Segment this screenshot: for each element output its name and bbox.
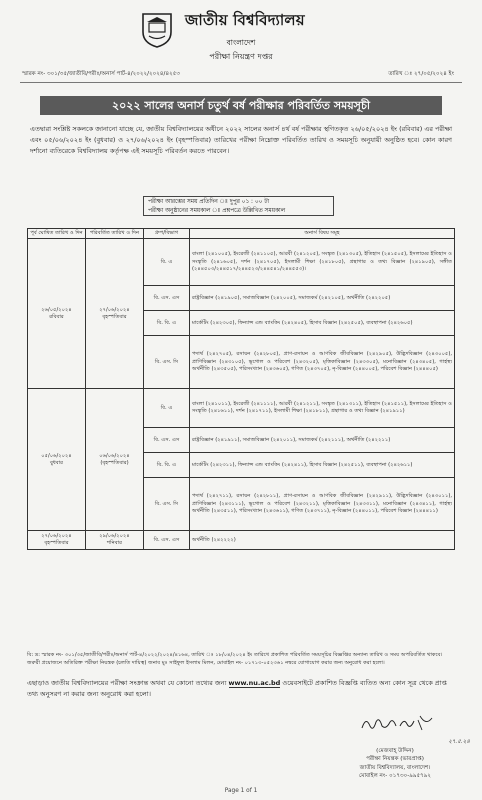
- office-name: পরীক্ষা নিয়ন্ত্রণ দপ্তর: [209, 52, 273, 61]
- website-notice-text-2: ওয়েবসাইটে প্রকাশিত বিজ্ঞপ্তি ব্যতিত অন্য কোন সূত্র থেকে প্রাপ্ত তথ্য অনুসরণ না করার জন্য অনুরোধ করা হলো।: [27, 679, 447, 698]
- signature-date: ২৭.৫.২৪: [448, 739, 470, 745]
- col-header-subjects: অনার্স বিষয় সমূহ: [190, 229, 455, 239]
- old-date: ২৬/০৫/২০২৪: [41, 306, 72, 313]
- subjects-cell: বাংলা (২৪১০১১), ইংরেজী (২৪১১১১), আরবী (২৪১২১১), সংস্কৃত (২৪১৩১১), ইতিহাস (২৪১৫১১), ইসলামের ইতিহাস ও সংস্কৃতি (২৪১৬১১), দর্শন (২৪১৭১১), ইসলামী শিক্ষা (২৪১৮১১), গ্রন্থাগার ও তথ্য বিজ্ঞান (২৪১৯১১): [190, 389, 455, 428]
- signatory-name: (মেজবাহ্ উদ্দিন): [376, 747, 414, 754]
- footnote: বি: দ্র: স্মারক নং- ৩০১/৩৫/জাতীবি/পরীঃ/অনার্স পার্ট-৪/২০২২/২০২৪/৪১৬৪, তারিখ ঃ ১৮/০৪/২০২৪ ইং তারিখে প্রকাশিত পরিবর্তিত সময়সূচির বিজ্ঞপ্তির অন্যান্য তারিখ ও সময় অপরিবর্তিত থাকবে। জরুরী প্রয়োজনে অতিরিক্ত পরীক্ষা নিয়ন্ত্রক (চলতি দায়িত্ব) জনাব মুঃ সাইফুল ইসলাম মিলন, মোবাইল নং- ০১৭১৩-০৫২৩৬১ নম্বরে যোগাযোগ করার জন্য অনুরোধ করা হলো।: [27, 652, 443, 666]
- notice-title: ২০২২ সালের অনার্স চতুর্থ বর্ষ পরীক্ষার পরিবর্তিত সময়সূচী: [40, 96, 442, 115]
- subjects-cell: পদার্থ (২৪২৭০৫), রসায়ন (২৪২৮০৫), প্রাণ-রসায়ন ও আণবিক জীববিজ্ঞান (২৪২৯০৫), উদ্ভিদবিজ্ঞান (২৪৩০০৫), প্রাণিবিজ্ঞান (২৪৩১০৫), ভূগোল ও পরিবেশ (২৪৩২০৫), মৃত্তিকাবিজ্ঞান (২৪৩৩০৫), মনোবিজ্ঞান (২৪৩৪০৫), গার্হস্থ্য অর্থনীতি (২৪৩৫০৫), পরিসংখ্যান (২৪৩৬০৫), গণিত (২৪৩৭০৫), নৃ-বিজ্ঞান (২৪৪০০৫), পরিবেশ বিজ্ঞান (২৪৪৪০৫): [190, 336, 455, 389]
- table-row: [28, 389, 455, 428]
- website-link[interactable]: www.nu.ac.bd: [228, 679, 281, 687]
- old-date-cell: [28, 239, 86, 389]
- old-date-cell: [28, 389, 86, 531]
- handwritten-signature: [360, 712, 440, 734]
- col-header-old-date: পূর্ব ঘোষিত তারিখ ও দিন: [28, 229, 86, 239]
- old-date: ০৫/০৬/২০২৪: [41, 452, 72, 459]
- col-header-new-date: পরিবর্তিত তারিখ ও দিন: [86, 229, 144, 239]
- signatory-phone: মোবাইল নং- ০১৭৩০-৯৯৫৭৯২: [358, 773, 432, 780]
- group-cell: বি. এস. এস: [144, 286, 190, 311]
- old-day: রবিবার: [49, 313, 64, 320]
- country-name: বাংলাদেশ: [226, 38, 256, 47]
- old-day: বুধবার: [49, 459, 64, 466]
- website-notice-text: এছাড়াও জাতীয় বিশ্ববিদ্যালয়ের পরীক্ষা সংক্রান্ত অথবা যে কোনো তথ্যের জন্য: [27, 679, 227, 687]
- table-row: [28, 531, 455, 550]
- group-cell: বি. বি. এ: [144, 453, 190, 478]
- signatory-org: জাতীয় বিশ্ববিদ্যালয়, বাংলাদেশ।: [359, 764, 431, 771]
- subjects-cell: রাষ্ট্রবিজ্ঞান (২৪১৯০৫), সমাজবিজ্ঞান (২৪২০০৫), সমাজকর্ম (২৪২১০৫), অর্থনীতি (২৪২২০৫): [190, 286, 455, 311]
- intro-paragraph: এতদ্বারা সংশ্লিষ্ট সকলকে জানানো যাচ্ছে যে, জাতীয় বিশ্ববিদ্যালয়ের অধীনে ২০২২ সালের অনার্স ৪র্থ বর্ষ পরীক্ষার স্থগিতকৃত ২৬/০৫/২০২৪ ইং (রবিবার) এর পরীক্ষা এবং ০৫/০৬/২০২৪ ইং (বুধবার) ও ২৭/০৬/২০২৪ ইং (বৃহস্পতিবার) তারিখের পরীক্ষা নিম্নোক্ত পরিবর্তিত তারিখ ও সময়সূচি অনুযায়ী অনুষ্ঠিত হবে। কোন কারণ দর্শানো ব্যতিরেকে বিশ্ববিদ্যালয় কর্তৃপক্ষ এই সময়সূচি পরিবর্তন করতে পারবেন।: [30, 125, 452, 155]
- header-divider: [20, 82, 462, 83]
- group-cell: বি. এস. সি: [144, 336, 190, 389]
- table-row: [28, 239, 455, 286]
- old-date-cell: [28, 531, 86, 550]
- issue-date: তারিখ ঃ ২৭/০৫/২০২৪ ইং: [388, 71, 454, 77]
- new-day: (বৃহস্পতিবার): [100, 459, 129, 466]
- page-footer: Page 1 of 1: [224, 788, 258, 794]
- group-cell: বি. এস. এস: [144, 531, 190, 550]
- new-date: ২৭/০৬/২০২৪: [99, 306, 130, 313]
- schedule-table: [27, 228, 455, 550]
- university-name: জাতীয় বিশ্ববিদ্যালয়: [185, 11, 305, 29]
- group-cell: বি. বি. এ: [144, 311, 190, 336]
- new-day: শনিবার: [107, 540, 122, 547]
- new-day: বৃহস্পতিবার: [102, 313, 127, 320]
- new-date-cell: [86, 239, 144, 389]
- subjects-cell: বাংলা (২৪১০০৫), ইংরেজী (২৪১১০৫), আরবী (২৪১২০৫), সংস্কৃত (২৪১৩০৫), ইতিহাস (২৪১৫০৫), ইসলামের ইতিহাস ও সংস্কৃতি (২৪১৬০৫), দর্শন (২৪১৭০৫), ইসলামী শিক্ষা (২৪১৮০৫), গ্রন্থাগার ও তথ্য বিজ্ঞান (২৪১৯০৫), সঙ্গীত (২৪৪৫০৩/২৪৪৫১৭/২৪৪৫২৩/২৪৪৫৪১/২৪৪৫৫৩)।: [190, 239, 455, 286]
- group-cell: বি. এস. সি: [144, 478, 190, 531]
- subjects-cell: পদার্থ (২৪২৭১১), রসায়ন (২৪২৮১১), প্রাণ-রসায়ন ও আণবিক জীববিজ্ঞান (২৪২৯১১), উদ্ভিদবিজ্ঞান (২৪৩০১১), প্রাণিবিজ্ঞান (২৪৩১১১), ভূগোল ও পরিবেশ (২৪৩২১১), মৃত্তিকাবিজ্ঞান (২৪৩৩১১), মনোবিজ্ঞান (২৪৩৪১১), গার্হস্থ্য অর্থনীতি (২৪৩৫১১), পরিসংখ্যান (২৪৩৬১১), গণিত (২৪৩৭১১), নৃ-বিজ্ঞান (২৪৪০১১), পরিবেশ বিজ্ঞান (২৪৪৪১১): [190, 478, 455, 531]
- new-date: ০৬/০৬/২০২৪: [99, 452, 130, 459]
- subjects-cell: অর্থনীতি (২৪২২২২): [190, 531, 455, 550]
- exam-time-box: [143, 196, 334, 216]
- signatory-block: [320, 738, 470, 781]
- exam-start-time: পরীক্ষা আরম্ভের সময় প্রতিদিন ঃ দুপুর ০১ : ০০ টা: [148, 199, 270, 205]
- website-notice: [27, 678, 455, 700]
- new-date-cell: [86, 389, 144, 531]
- exam-duration: পরীক্ষা অনুষ্ঠানের সময়কাল ঃ প্রশ্নপত্রে উল্লিখিত সময়কাল: [148, 207, 286, 214]
- table-header-row: [28, 229, 455, 239]
- group-cell: বি. এস. এস: [144, 428, 190, 453]
- signatory-title: পরীক্ষা নিয়ন্ত্রক (ভারপ্রাপ্ত): [366, 756, 424, 763]
- new-date: ২৯/০৬/২০২৪: [99, 533, 130, 539]
- col-header-group: গ্রুপ/বিভাগ: [144, 229, 190, 239]
- subjects-cell: মার্কেটিং (২৪২৩০৫), ফিন্যান্স এন্ড ব্যাংকিং (২৪২৪০৫), হিসাব বিজ্ঞান (২৪২৫০৫), ব্যবস্থাপনা (২৪২৬০৫): [190, 311, 455, 336]
- subjects-cell: মার্কেটিং (২৪২৩১১), ফিন্যান্স এন্ড ব্যাংকিং (২৪২৪১১), হিসাব বিজ্ঞান (২৪২৫১১), ব্যবস্থাপনা (২৪২৬১১): [190, 453, 455, 478]
- old-date: ২৭/০৬/২০২৪: [41, 533, 72, 539]
- group-cell: বি. এ: [144, 389, 190, 428]
- group-cell: বি. এ: [144, 239, 190, 286]
- old-day: বৃহস্পতিবার: [44, 540, 69, 547]
- memo-number: স্মারক নং- ৩০১/৩৫/জাতীবি/পরীঃ/অনার্স পার্ট-৪/২০২২/২০২৪/৪২৫৩: [22, 71, 180, 77]
- new-date-cell: [86, 531, 144, 550]
- subjects-cell: রাষ্ট্রবিজ্ঞান (২৪১৯১১), সমাজবিজ্ঞান (২৪২০১১), সমাজকর্ম (২৪২১১১), অর্থনীতি (২৪২২১১): [190, 428, 455, 453]
